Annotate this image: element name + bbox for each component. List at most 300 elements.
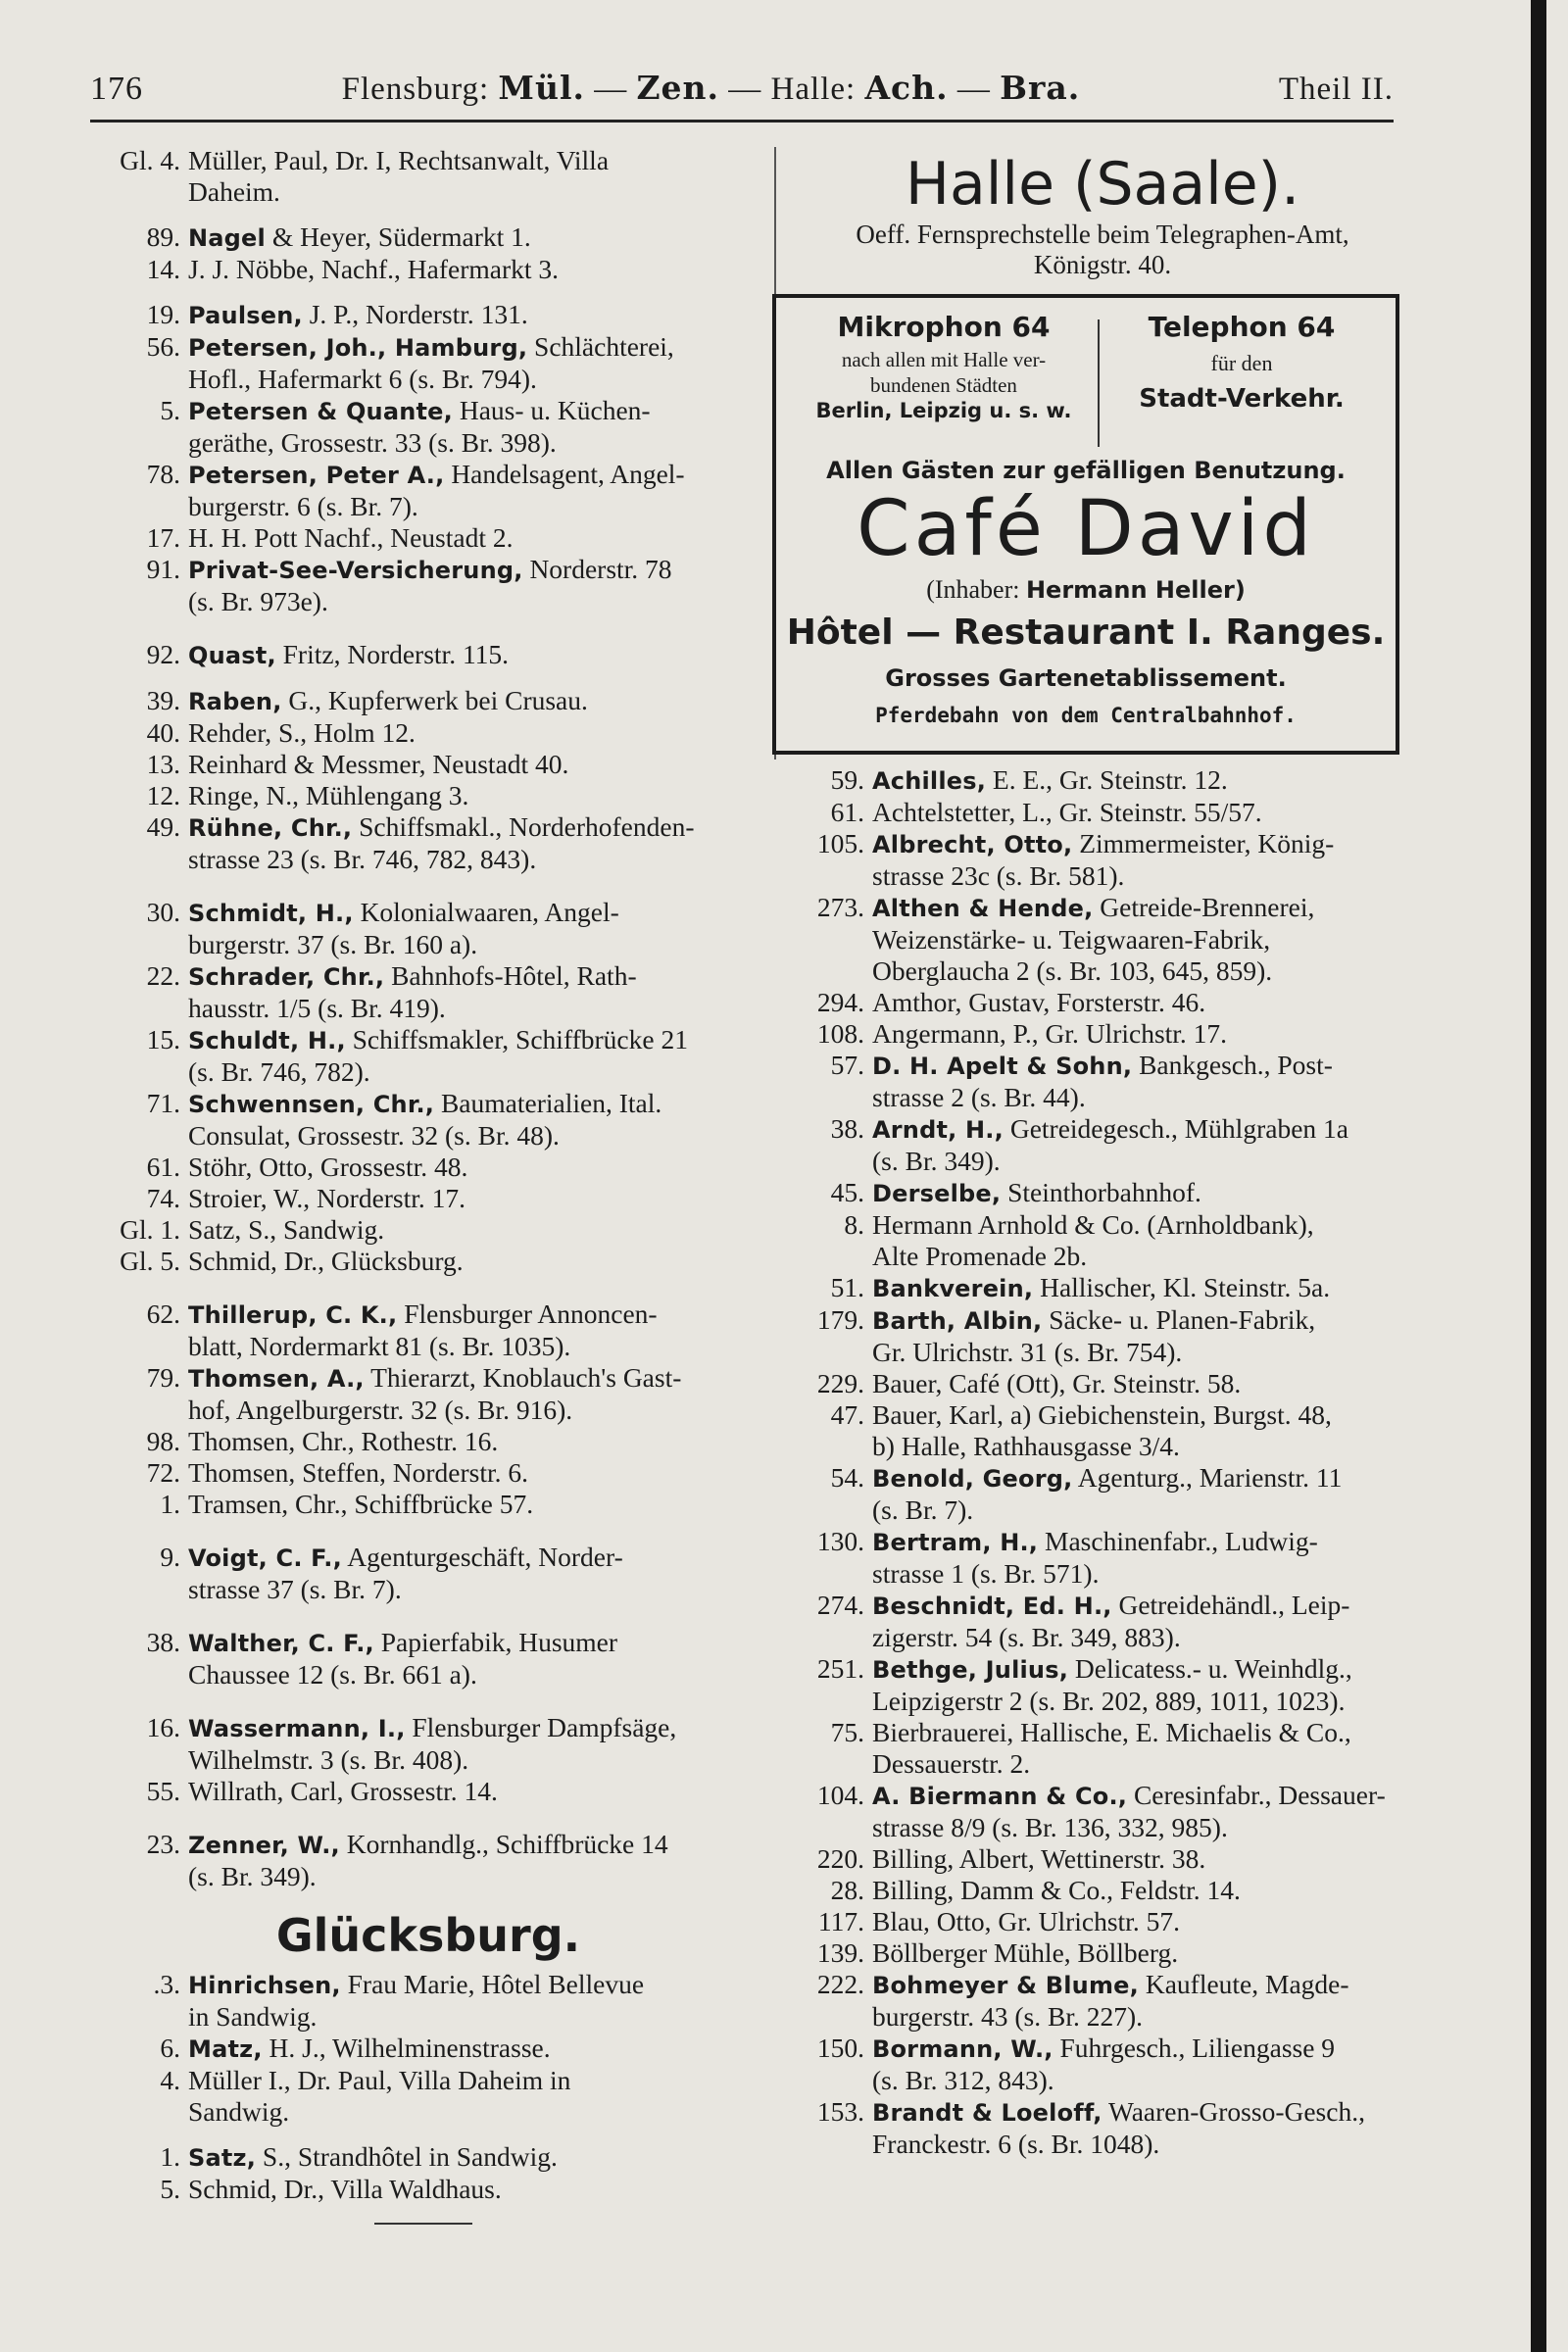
entry-name: Schmidt, H., <box>188 900 354 927</box>
entry-first-line <box>188 1024 766 1056</box>
directory-entry <box>90 1457 766 1489</box>
mikrophon-line-3: Berlin, Leipzig u. s. w. <box>815 399 1072 422</box>
entry-name: Quast, <box>188 642 276 669</box>
entry-number: 12. <box>146 780 180 810</box>
entry-continuation: Franckestr. 6 (s. Br. 1048). <box>872 2129 1160 2159</box>
directory-entry <box>784 1906 1421 1937</box>
spacer <box>90 1807 766 1829</box>
directory-entry <box>90 221 766 254</box>
entry-number: 71. <box>146 1088 180 1118</box>
entry-number: 5. <box>160 2174 180 2204</box>
entry-number: 15. <box>146 1024 180 1054</box>
running-header <box>90 69 1394 127</box>
entry-name: Schwennsen, Chr., <box>188 1091 435 1118</box>
entry-name: Brandt & Loeloff, <box>872 2099 1102 2127</box>
directory-entry <box>90 685 766 717</box>
entry-name: Paulsen, <box>188 302 303 329</box>
entry-text: Bankgesch., Post- <box>1132 1050 1333 1080</box>
entry-text: Thomsen, Chr., Rothestr. 16. <box>188 1426 499 1456</box>
entry-text: Baumaterialien, Ital. <box>434 1088 662 1118</box>
entry-name: Schuldt, H., <box>188 1027 346 1054</box>
entry-text: Achtelstetter, L., Gr. Steinstr. 55/57. <box>872 797 1262 827</box>
halle-subtitle-1: Oeff. Fernsprechstelle beim Telegraphen-Amt, <box>856 220 1349 249</box>
entry-number: 104. <box>816 1780 864 1810</box>
directory-entry <box>784 797 1421 828</box>
spacer <box>90 285 766 299</box>
entry-number: 8. <box>844 1209 864 1240</box>
entry-text: Angermann, P., Gr. Ulrichstr. 17. <box>872 1018 1228 1049</box>
entry-line: Daheim. <box>188 176 280 207</box>
entry-first-line <box>872 1050 1421 1082</box>
entry-continuation: (s. Br. 746, 782). <box>188 1056 370 1087</box>
entry-text: Hermann Arnhold & Co. (Arnholdbank), <box>872 1209 1314 1240</box>
entry-text: Agenturgeschäft, Norder- <box>341 1542 623 1572</box>
entry-name: Hinrichsen, <box>188 1972 341 1999</box>
entry-first-line <box>872 1937 1421 1969</box>
entry-first-line <box>872 892 1421 924</box>
entry-first-line <box>872 1368 1421 1399</box>
entry-first-line <box>872 1969 1421 2001</box>
entry-text: Getreidehändl., Leip- <box>1111 1590 1350 1620</box>
entry-continuation: Leipzigerstr 2 (s. Br. 202, 889, 1011, 1023). <box>872 1686 1346 1716</box>
mikrophon-line-2: bundenen Städten <box>870 373 1017 397</box>
entry-first-line <box>188 780 766 811</box>
entry-number: 75. <box>830 1717 864 1747</box>
entry-continuation: (s. Br. 349). <box>872 1146 1001 1176</box>
spacer <box>90 617 766 639</box>
entry-text: Kornhandlg., Schiffbrücke 14 <box>339 1829 668 1859</box>
entry-number: 1. <box>160 2141 180 2172</box>
entry-first-line <box>872 1906 1421 1937</box>
entry-number: 229. <box>816 1368 864 1398</box>
directory-entry <box>90 1712 766 1776</box>
entry-text: Bauer, Karl, a) Giebichenstein, Burgst. 48, <box>872 1399 1332 1430</box>
entry-number: 54. <box>830 1462 864 1493</box>
entry-text: H. H. Pott Nachf., Neustadt 2. <box>188 522 514 553</box>
entry-number: 19. <box>146 299 180 329</box>
directory-entry <box>784 1462 1421 1526</box>
entry-number: 78. <box>146 459 180 489</box>
entry-text: Waaren-Grosso-Gesch., <box>1102 2096 1365 2127</box>
entry-text: Rehder, S., Holm 12. <box>188 717 416 748</box>
directory-entry <box>90 1542 766 1605</box>
entry-continuation: Gr. Ulrichstr. 31 (s. Br. 754). <box>872 1337 1183 1367</box>
entry-first-line <box>872 1304 1421 1337</box>
entry-continuation: burgerstr. 43 (s. Br. 227). <box>872 2001 1144 2032</box>
directory-entry <box>90 1627 766 1690</box>
entry-first-line <box>188 1627 766 1659</box>
entry-first-line <box>188 2174 766 2205</box>
entry-text: Steinthorbahnhof. <box>1001 1177 1201 1207</box>
entry-first-line <box>872 1590 1421 1622</box>
telephon-label: Telephon 64 <box>1148 311 1336 343</box>
entry-first-line <box>188 1542 766 1574</box>
entry-first-line <box>872 1843 1421 1875</box>
entry-first-line <box>188 459 766 491</box>
entry-text: Frau Marie, Hôtel Bellevue <box>340 1969 645 1999</box>
entry-number: 17. <box>146 522 180 553</box>
entry-text: J. P., Norderstr. 131. <box>302 299 528 329</box>
entry-text: & Heyer, Südermarkt 1. <box>265 221 531 252</box>
entry-number: 13. <box>146 749 180 779</box>
spacer <box>90 2128 766 2141</box>
entry-continuation: Consulat, Grossestr. 32 (s. Br. 48). <box>188 1120 560 1151</box>
entry-text: E. E., Gr. Steinstr. 12. <box>986 764 1228 795</box>
entry-number: Gl. 4. <box>120 145 180 175</box>
entry-name: Zenner, W., <box>188 1832 340 1859</box>
entry-number: 74. <box>146 1183 180 1213</box>
entry-text: Haus- u. Küchen- <box>452 395 651 425</box>
entry-text: Bauer, Café (Ott), Gr. Steinstr. 58. <box>872 1368 1242 1398</box>
directory-entry <box>90 639 766 671</box>
entry-continuation: Weizenstärke- u. Teigwaaren-Fabrik, <box>872 924 1271 955</box>
entry-text: Getreidegesch., Mühlgraben 1a <box>1003 1113 1348 1144</box>
entry-text: Kaufleute, Magde- <box>1138 1969 1349 1999</box>
entry-first-line <box>188 1829 766 1861</box>
entry-number: 117. <box>817 1906 864 1936</box>
entry-first-line <box>188 2065 766 2096</box>
entry-first-line <box>188 221 766 254</box>
entry-first-line <box>872 1780 1421 1812</box>
directory-entry <box>784 987 1421 1018</box>
entry-text: Kolonialwaaren, Angel- <box>353 897 619 927</box>
entry-number: 91. <box>146 554 180 584</box>
entry-number: 72. <box>146 1457 180 1488</box>
entry-name: Petersen, Joh., Hamburg, <box>188 334 528 362</box>
entry-continuation: (s. Br. 349). <box>188 1861 317 1891</box>
entry-text: Bahnhofs-Hôtel, Rath- <box>384 960 637 991</box>
directory-entry <box>90 1426 766 1457</box>
directory-entry <box>784 1937 1421 1969</box>
right-column <box>784 145 1421 2160</box>
entry-continuation: (s. Br. 973e). <box>188 586 328 616</box>
entry-first-line <box>872 2096 1421 2129</box>
entry-number: 294. <box>816 987 864 1017</box>
spacer <box>90 1277 766 1298</box>
mikrophon-line-1: nach allen mit Halle ver- <box>841 348 1047 371</box>
entry-number: 5. <box>160 395 180 425</box>
ad-owner: (Inhaber: Hermann Heller) <box>926 575 1246 604</box>
spacer <box>90 1605 766 1627</box>
entry-text: Flensburger Dampfsäge, <box>405 1712 677 1742</box>
directory-entry <box>784 1018 1421 1050</box>
entry-number: 51. <box>830 1272 864 1302</box>
directory-entry <box>90 254 766 285</box>
entry-first-line <box>188 1214 766 1246</box>
entry-number: 150. <box>816 2033 864 2063</box>
entry-first-line <box>188 749 766 780</box>
entry-first-line <box>872 987 1421 1018</box>
directory-entry <box>90 2174 766 2205</box>
entry-text: Schlächterei, <box>527 331 674 362</box>
entry-name: Petersen, Peter A., <box>188 462 445 489</box>
entry-first-line <box>872 1462 1421 1494</box>
directory-entry <box>90 1214 766 1246</box>
entry-continuation: hof, Angelburgerstr. 32 (s. Br. 916). <box>188 1395 573 1425</box>
entry-number: Gl. 5. <box>120 1246 180 1276</box>
directory-entry <box>784 1526 1421 1590</box>
entry-number: 92. <box>146 639 180 669</box>
entry-text: Thierarzt, Knoblauch's Gast- <box>364 1362 682 1393</box>
header-rule <box>90 120 1394 122</box>
entry-continuation: strasse 23c (s. Br. 581). <box>872 860 1125 891</box>
directory-entry <box>90 1776 766 1807</box>
entry-number: 28. <box>830 1875 864 1905</box>
entry-text: H. J., Wilhelminenstrasse. <box>262 2033 551 2063</box>
entry-number: 108. <box>816 1018 864 1049</box>
entry-continuation: Oberglaucha 2 (s. Br. 103, 645, 859). <box>872 956 1273 986</box>
entry-name: Privat-See-Versicherung, <box>188 557 523 584</box>
halle-directory <box>784 764 1421 2160</box>
entry-text: Billing, Albert, Wettinerstr. 38. <box>872 1843 1206 1874</box>
directory-entry <box>784 1780 1421 1843</box>
directory-entry <box>90 2141 766 2174</box>
entry-continuation: strasse 2 (s. Br. 44). <box>872 1082 1086 1112</box>
entry-number: 38. <box>146 1627 180 1657</box>
entry-name: Bethge, Julius, <box>872 1656 1069 1684</box>
entry-number: 273. <box>816 892 864 922</box>
directory-entry <box>90 522 766 554</box>
entry-text: J. J. Nöbbe, Nachf., Hafermarkt 3. <box>188 254 560 284</box>
directory-entry <box>90 1152 766 1183</box>
entry-text: Schmid, Dr., Villa Waldhaus. <box>188 2174 502 2204</box>
entry-number: 40. <box>146 717 180 748</box>
entry-number: 39. <box>146 685 180 715</box>
entry-first-line <box>872 2033 1421 2065</box>
entry-name: Satz, <box>188 2144 257 2172</box>
entry-text: Ringe, N., Mühlengang 3. <box>188 780 469 810</box>
entry-number: 22. <box>146 960 180 991</box>
entry-number: 56. <box>146 331 180 362</box>
entry-first-line <box>188 1246 766 1277</box>
entry-first-line <box>188 2141 766 2174</box>
entry-number: 98. <box>146 1426 180 1456</box>
entry-text: Fritz, Norderstr. 115. <box>275 639 510 669</box>
entry-text: Stöhr, Otto, Grossestr. 48. <box>188 1152 468 1182</box>
entry-first-line <box>188 897 766 929</box>
entry-text: Agenturg., Marienstr. 11 <box>1072 1462 1343 1493</box>
entry-continuation: Alte Promenade 2b. <box>872 1241 1088 1271</box>
entry-number: 47. <box>830 1399 864 1430</box>
entry-first-line <box>872 1526 1421 1558</box>
entry-first-line <box>188 1183 766 1214</box>
directory-entry <box>784 828 1421 892</box>
entry-name: Beschnidt, Ed. H., <box>872 1592 1112 1620</box>
telephon-line-2: Stadt-Verkehr. <box>1139 384 1345 414</box>
directory-entry <box>90 749 766 780</box>
entry-first-line <box>872 1653 1421 1686</box>
entry-first-line <box>872 764 1421 797</box>
entry-name: Voigt, C. F., <box>188 1544 342 1572</box>
entry-continuation: strasse 1 (s. Br. 571). <box>872 1558 1100 1589</box>
entry-first-line <box>188 639 766 671</box>
directory-entry <box>90 299 766 331</box>
entry-text: S., Strandhôtel in Sandwig. <box>256 2141 558 2172</box>
section-title-halle: Halle (Saale). <box>905 150 1300 219</box>
entry-name: Bankverein, <box>872 1275 1034 1302</box>
entry-first-line <box>188 685 766 717</box>
entry-first-line <box>188 331 766 364</box>
entry-first-line <box>188 299 766 331</box>
entry-name: Walther, C. F., <box>188 1630 374 1657</box>
spacer <box>90 1520 766 1542</box>
directory-entry <box>784 1209 1421 1272</box>
directory-entry <box>90 780 766 811</box>
entry-text: Handelsagent, Angel- <box>444 459 685 489</box>
directory-entry <box>90 717 766 749</box>
entry-name: Althen & Hende, <box>872 895 1094 922</box>
entry-continuation: in Sandwig. <box>188 2001 318 2032</box>
entry-text: Satz, S., Sandwig. <box>188 1214 385 1245</box>
directory-entry <box>784 1969 1421 2033</box>
entry-first-line <box>188 2033 766 2065</box>
entry-name: D. H. Apelt & Sohn, <box>872 1053 1133 1080</box>
directory-entry <box>90 1362 766 1426</box>
directory-entry <box>784 1177 1421 1209</box>
entry-continuation: geräthe, Grossestr. 33 (s. Br. 398). <box>188 427 557 458</box>
entry-number: 38. <box>830 1113 864 1144</box>
entry-name: Rühne, Chr., <box>188 814 353 842</box>
directory-entry <box>784 764 1421 797</box>
entry-first-line <box>188 1298 766 1331</box>
entry-first-line <box>188 522 766 554</box>
ad-cafe-name: Café David <box>857 485 1315 573</box>
entry-first-line <box>188 554 766 586</box>
telephon-line-1: für den <box>1210 351 1273 375</box>
page-number: 176 <box>90 71 143 107</box>
entry-number: 179. <box>816 1304 864 1335</box>
entry-name: Bormann, W., <box>872 2035 1054 2063</box>
entry-number: 61. <box>146 1152 180 1182</box>
entry-name: Derselbe, <box>872 1180 1002 1207</box>
entry-name: Albrecht, Otto, <box>872 831 1073 858</box>
directory-entry <box>90 811 766 875</box>
entry-number: 4. <box>160 2065 180 2095</box>
directory-entry <box>784 1399 1421 1462</box>
ad-hotel: Hôtel — Restaurant I. Ranges. <box>786 612 1386 653</box>
directory-entry <box>784 1875 1421 1906</box>
entry-first-line <box>872 1113 1421 1146</box>
entry-name: Raben, <box>188 688 282 715</box>
entry-text: Säcke- u. Planen-Fabrik, <box>1042 1304 1316 1335</box>
halle-subtitle-2: Königstr. 40. <box>1033 250 1172 279</box>
entry-text: Amthor, Gustav, Forsterstr. 46. <box>872 987 1206 1017</box>
directory-entry <box>90 554 766 617</box>
entry-number: 130. <box>816 1526 864 1556</box>
entry-text: Papierfabik, Husumer <box>373 1627 618 1657</box>
entry-name: Barth, Albin, <box>872 1307 1043 1335</box>
entry-text: Delicatess.- u. Weinhdlg., <box>1068 1653 1352 1684</box>
entry-text: Zimmermeister, König- <box>1072 828 1335 858</box>
entry-number: 59. <box>830 764 864 795</box>
page-edge <box>1531 0 1546 2352</box>
entry-number: 105. <box>816 828 864 858</box>
entry-number: 153. <box>816 2096 864 2127</box>
directory-entry <box>784 1717 1421 1780</box>
spacer <box>90 1690 766 1712</box>
entry-continuation: strasse 23 (s. Br. 746, 782, 843). <box>188 844 537 874</box>
entry-text: Hallischer, Kl. Steinstr. 5a. <box>1033 1272 1331 1302</box>
entry-number: .3. <box>153 1969 180 1999</box>
entry-first-line <box>872 1177 1421 1209</box>
entry-text: Schiffsmakl., Norderhofenden- <box>352 811 695 842</box>
directory-entry <box>784 2033 1421 2096</box>
entry-continuation: Chaussee 12 (s. Br. 661 a). <box>188 1659 477 1690</box>
spacer <box>90 208 766 221</box>
entry-text: Norderstr. 78 <box>522 554 672 584</box>
directory-entry <box>90 1829 766 1892</box>
entry-number: 139. <box>816 1937 864 1968</box>
cafe-david-advertisement <box>772 294 1399 755</box>
entry-text: Reinhard & Messmer, Neustadt 40. <box>188 749 569 779</box>
entry-name: Benold, Georg, <box>872 1465 1073 1493</box>
entry-first-line <box>188 395 766 427</box>
directory-entry <box>784 1304 1421 1368</box>
directory-entry <box>784 1653 1421 1717</box>
entry-text: Willrath, Carl, Grossestr. 14. <box>188 1776 498 1806</box>
entry-text: Tramsen, Chr., Schiffbrücke 57. <box>188 1489 534 1519</box>
directory-entry <box>784 1368 1421 1399</box>
entry-name: Nagel <box>188 224 266 252</box>
entry-name: Achilles, <box>872 767 987 795</box>
directory-entry <box>90 1024 766 1088</box>
ad-garden: Grosses Gartenetablissement. <box>885 664 1287 692</box>
entry-continuation: burgerstr. 6 (s. Br. 7). <box>188 491 418 521</box>
entry-first-line <box>872 828 1421 860</box>
entry-text: Blau, Otto, Gr. Ulrichstr. 57. <box>872 1906 1180 1936</box>
entry-number: 14. <box>146 254 180 284</box>
mikrophon-label: Mikrophon 64 <box>837 311 1051 343</box>
entry-first-line <box>188 1152 766 1183</box>
directory-entry <box>90 1088 766 1152</box>
entry-first-line <box>188 960 766 993</box>
entry-number: 251. <box>816 1653 864 1684</box>
directory-entry <box>90 1969 766 2033</box>
directory-entry <box>784 2096 1421 2160</box>
entry-first-line <box>188 1426 766 1457</box>
directory-entry <box>784 1050 1421 1113</box>
entry-first-line <box>188 1088 766 1120</box>
entry-line: Müller, Paul, Dr. I, Rechtsanwalt, Villa <box>188 145 610 175</box>
entry-name: Matz, <box>188 2035 263 2063</box>
directory-entry <box>784 1590 1421 1653</box>
entry-number: 222. <box>816 1969 864 1999</box>
entry-number: 62. <box>146 1298 180 1329</box>
entry-text: Flensburger Annoncen- <box>397 1298 658 1329</box>
entry-text: G., Kupferwerk bei Crusau. <box>281 685 588 715</box>
directory-entry <box>90 2065 766 2128</box>
ad-invite: Allen Gästen zur gefälligen Benutzung. <box>826 457 1346 484</box>
spacer <box>90 671 766 685</box>
mikrophon-block <box>792 308 1096 423</box>
part-label: Theil II. <box>1278 72 1394 107</box>
directory-entry <box>784 1113 1421 1177</box>
entry-text: Maschinenfabr., Ludwig- <box>1038 1526 1318 1556</box>
entry-name: Petersen & Quante, <box>188 398 453 425</box>
entry-number: 1. <box>160 1489 180 1519</box>
entry-text: Getreide-Brennerei, <box>1093 892 1315 922</box>
entry-name: Wassermann, I., <box>188 1715 406 1742</box>
entry-first-line <box>188 1969 766 2001</box>
entry-number: 23. <box>146 1829 180 1859</box>
entry-first-line <box>188 717 766 749</box>
entry-number: 6. <box>160 2033 180 2063</box>
entry-continuation: strasse 8/9 (s. Br. 136, 332, 985). <box>872 1812 1228 1842</box>
entry-number: 9. <box>160 1542 180 1572</box>
entry-number: 45. <box>830 1177 864 1207</box>
entry-continuation: zigerstr. 54 (s. Br. 349, 883). <box>872 1622 1181 1652</box>
entry-text: Billing, Damm & Co., Feldstr. 14. <box>872 1875 1241 1905</box>
